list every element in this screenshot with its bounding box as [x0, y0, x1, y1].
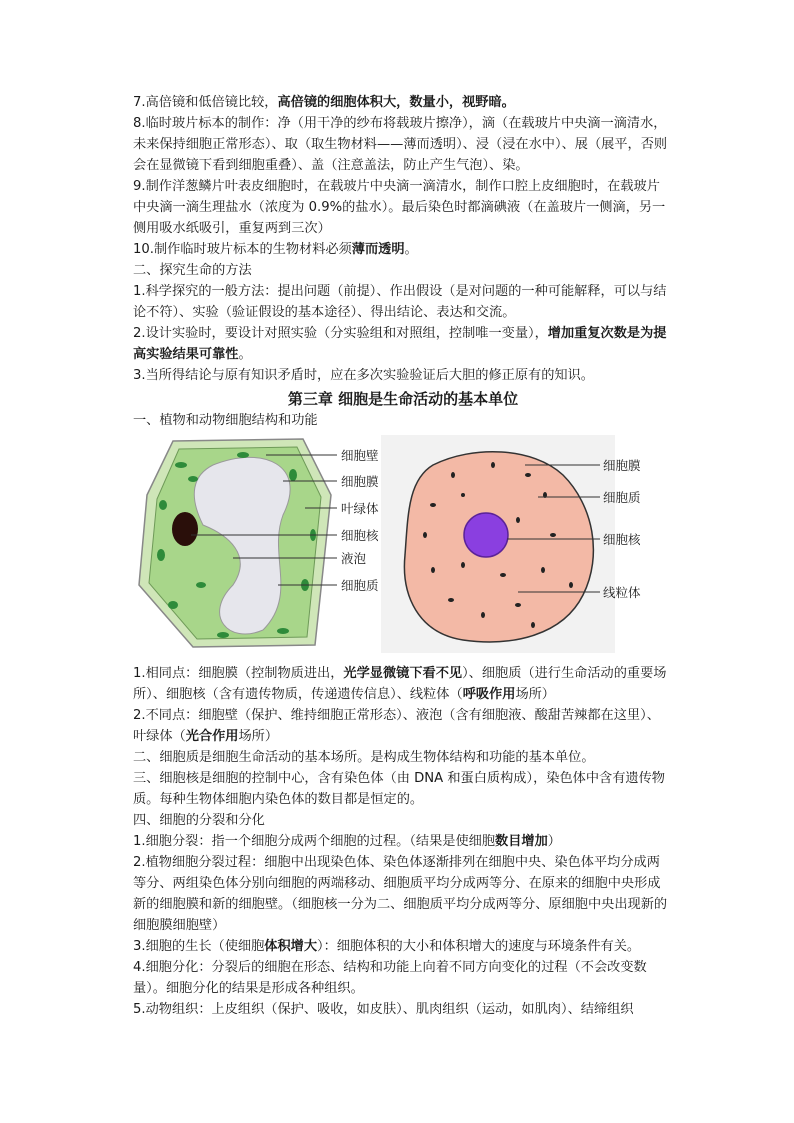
- paragraph: [133, 239, 673, 260]
- label-animal-nucleus: 细胞核: [603, 532, 641, 547]
- paragraph: [133, 260, 673, 281]
- text-run: 2.植物细胞分裂过程：细胞中出现染色体、染色体逐渐排列在细胞中央、染色体平均分成两等分、两组染色体分别向细胞的两端移动、细胞质平均分成两等分、在原来的细胞中央形成新的细胞膜和新的细胞壁。（细胞核一分为二、细胞质平均分成两等分、原细胞中央出现新的细胞膜细胞壁）: [133, 855, 668, 933]
- cell-illustration: [133, 435, 673, 655]
- bold-text: 光合作用: [185, 729, 239, 744]
- label-plant-membrane: 细胞膜: [341, 474, 379, 489]
- text-run: 7.高倍镜和低倍镜比较，: [133, 95, 278, 110]
- label-mitochondria: 线粒体: [603, 585, 641, 600]
- bold-text: 薄而透明: [351, 242, 405, 257]
- text-run: 10.制作临时玻片标本的生物材料必须: [133, 242, 352, 257]
- bottom-paragraphs: [133, 663, 673, 1020]
- paragraph: [133, 957, 673, 999]
- paragraph: [133, 92, 673, 113]
- paragraph: [133, 176, 673, 239]
- text-run: 场所）: [238, 729, 279, 744]
- bold-text: 高倍镜的细胞体积大，数量小，视野暗。: [277, 95, 515, 110]
- paragraph: [133, 281, 673, 323]
- paragraph: [133, 323, 673, 365]
- label-chloroplast: 叶绿体: [341, 501, 379, 516]
- paragraph: [133, 831, 673, 852]
- text-run: 9.制作洋葱鳞片叶表皮细胞时，在载玻片中央滴一滴清水，制作口腔上皮细胞时，在载玻片中央滴一滴生理盐水（浓度为 0.9%的盐水）。最后染色时都滴碘液（在盖玻片一侧滴，另一侧用吸水纸吸引，重复两到三次）: [133, 179, 666, 236]
- label-vacuole: 液泡: [341, 551, 367, 566]
- paragraph: [133, 365, 673, 386]
- label-plant-cytoplasm: 细胞质: [341, 578, 379, 593]
- animal-nucleus: [464, 513, 508, 557]
- text-run: 二、细胞质是细胞生命活动的基本场所。是构成生物体结构和功能的基本单位。: [133, 750, 595, 765]
- label-plant-nucleus: 细胞核: [341, 528, 379, 543]
- label-cell-wall: 细胞壁: [341, 448, 379, 463]
- text-run: 2.不同点：细胞壁（保护、维持细胞正常形态）、液泡（含有细胞液、酸甜苦辣都在这里）、叶绿体（: [133, 708, 660, 744]
- cell-diagram: [133, 435, 673, 655]
- animal-cell: [381, 435, 615, 653]
- text-run: 三、细胞核是细胞的控制中心，含有染色体（由 DNA 和蛋白质构成），染色体中含有遗传物质。每种生物体细胞内染色体的数目都是恒定的。: [133, 771, 665, 807]
- section-heading: 一、植物和动物细胞结构和功能: [133, 413, 318, 428]
- text-run: 。: [238, 347, 252, 362]
- paragraph: [133, 768, 673, 810]
- bold-text: 数目增加: [495, 834, 548, 849]
- text-run: 1.科学探究的一般方法：提出问题（前提）、作出假设（是对问题的一种可能解释，可以与结论不符）、实验（验证假设的基本途径）、得出结论、表达和交流。: [133, 284, 667, 320]
- plant-nucleus: [172, 512, 198, 546]
- text-run: 3.当所得结论与原有知识矛盾时，应在多次实验验证后大胆的修正原有的知识。: [133, 368, 594, 383]
- text-run: ）、细胞质（进行生命活动的重要场所）、细胞核（含有遗传物质，传递遗传信息）、线粒体（: [133, 666, 667, 702]
- text-run: 1.相同点：细胞膜（控制物质进出，: [133, 666, 344, 681]
- bold-text: 光学显微镜下看不见: [343, 666, 463, 681]
- text-run: ）：细胞体积的大小和体积增大的速度与环境条件有关。: [317, 939, 641, 954]
- text-run: 场所）: [515, 687, 555, 702]
- paragraph: [133, 113, 673, 176]
- label-animal-membrane: 细胞膜: [603, 458, 641, 473]
- text-run: 。: [404, 242, 418, 257]
- bold-text: 呼吸作用: [462, 687, 516, 702]
- paragraph: [133, 705, 673, 747]
- chapter-title: 第三章 细胞是生命活动的基本单位: [287, 390, 519, 408]
- label-animal-cytoplasm: 细胞质: [603, 490, 641, 505]
- plant-cell: [139, 439, 337, 647]
- text-run: ）: [547, 834, 561, 849]
- bold-text: 体积增大: [264, 939, 318, 954]
- top-paragraphs: [133, 92, 673, 386]
- paragraph: [133, 852, 673, 936]
- bold-text: 增加重复次数是为提高实验结果可靠性: [133, 326, 667, 362]
- text-run: 5.动物组织：上皮组织（保护、吸收，如皮肤）、肌肉组织（运动，如肌肉）、结缔组织: [133, 1002, 634, 1017]
- text-run: 8.临时玻片标本的制作：净（用干净的纱布将载玻片擦净），滴（在载玻片中央滴一滴清水，未来保持细胞正常形态）、取（取生物材料——薄而透明）、浸（浸在水中）、展（展平，否则会在显微镜下看到细胞重叠）、盖（注意盖法，防止产生气泡）、染。: [133, 116, 668, 173]
- text-run: 1.细胞分裂：指一个细胞分成两个细胞的过程。（结果是使细胞: [133, 834, 496, 849]
- paragraph: [133, 810, 673, 831]
- paragraph: [133, 999, 673, 1020]
- paragraph: [133, 936, 673, 957]
- text-run: 4.细胞分化：分裂后的细胞在形态、结构和功能上向着不同方向变化的过程（不会改变数量）。细胞分化的结果是形成各种组织。: [133, 960, 647, 996]
- document-page: [133, 92, 673, 1020]
- text-run: 二、探究生命的方法: [133, 263, 252, 278]
- text-run: 2.设计实验时，要设计对照实验（分实验组和对照组，控制唯一变量），: [133, 326, 548, 341]
- text-run: 3.细胞的生长（使细胞: [133, 939, 265, 954]
- paragraph: [133, 747, 673, 768]
- paragraph: [133, 663, 673, 705]
- text-run: 四、细胞的分裂和分化: [133, 813, 265, 828]
